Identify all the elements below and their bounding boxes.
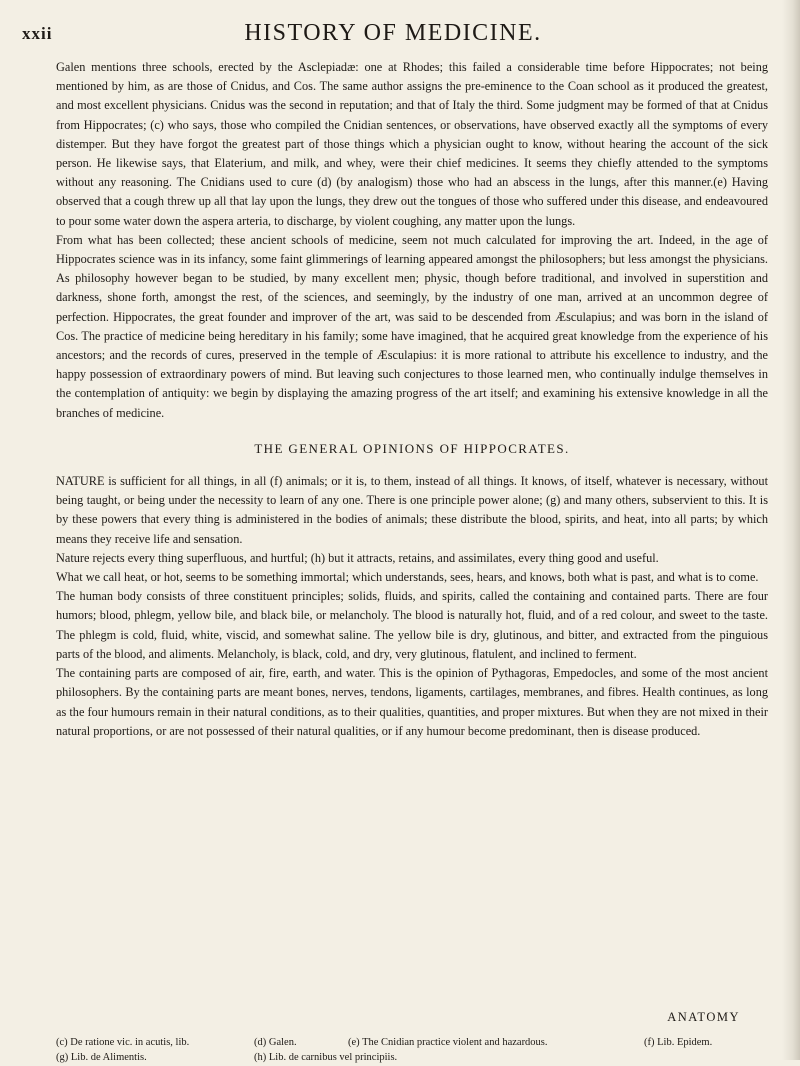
footnote-g: (g) Lib. de Alimentis. [56, 1052, 147, 1063]
catchword: ANATOMY [667, 1010, 740, 1024]
footnote-d: (d) Galen. [254, 1037, 297, 1048]
footnote-e: (e) The Cnidian practice violent and hazardous. [348, 1037, 548, 1048]
footnote-f: (f) Lib. Epidem. [644, 1037, 713, 1048]
footnote-c: (c) De ratione vic. in acutis, lib. [56, 1037, 190, 1048]
paragraph-schools: Galen mentions three schools, erected by the Asclepiadæ: one at Rhodes; this failed a considerable time before Hippocrates; not being mentioned by him, as are those of Cnidus, and Cos. The same author assigns the pre-eminence to the Coan school as it produced the greatest, and most excellent physicians. Cnidus was the second in reputation; and that of Italy the third. Some judgment may be formed of that at Cnidus from Hippocrates; (c) who says, those who compiled the Cnidian sentences, or observations, have observed exactly all the symptoms of every distemper. But they have forgot the greatest part of those things which a physician ought to know, without hearing the account of the sick person. He likewise says, that Elaterium, and milk, and whey, were their chief medicines. It seems they chiefly attended to the symptoms without any reasoning. The Cnidians used to cure (d) (by analogism) those who had an abscess in the lungs, after this manner.(e) Having observed that a cough threw up all that lay upon the lungs, they drew out the tongues of those who suffered under this disease, and endeavoured to pour some water down the aspera arteria, to discharge, by violent coughing, any matter upon the lungs. [56, 60, 768, 228]
paragraph-nature: NATURE is sufficient for all things, in all (f) animals; or it is, to them, instead of all things. It knows, of itself, whatever is necessary, without being taught, or being under the necessity to learn of any one. There is one principle power alone; (g) and many others, subservient to this. It is by these powers that every thing is administered in the bodies of animals; these distribute the blood, spirits, and heat, into all parts; by which means they receive life and sensation. [56, 474, 768, 546]
footnote-h: (h) Lib. de carnibus vel principiis. [254, 1052, 398, 1063]
paragraph-human-body: The human body consists of three constituent principles; solids, fluids, and spirits, called the containing and contained parts. There are four humors; blood, phlegm, yellow bile, and black bile, or melancholy. The blood is naturally hot, fluid, and of a red colour, and sweet to the taste. The phlegm is cold, fluid, white, viscid, and somewhat saline. The yellow bile is dry, glutinous, and bitter, and extracted from the pinguious parts of the blood, and aliments. Melancholy, is black, cold, and dry, very glutinous, flatulent, and inclined to ferment. [56, 589, 768, 661]
paragraph-containing-parts: The containing parts are composed of air, fire, earth, and water. This is the opinion of Pythagoras, Empedocles, and some of the most ancient philosophers. By the containing parts are meant bones, nerves, tendons, ligaments, cartilages, membranes, and fibres. Health continues, as long as the four humours remain in their natural conditions, as to their qualities, quantities, and proper mixtures. But when they are not mixed in their natural proportions, or are not possessed of their natural qualities, or if any humour become predominant, then is disease produced. [56, 666, 768, 738]
running-head [22, 20, 764, 50]
paragraph-heat: What we call heat, or hot, seems to be something immortal; which understands, sees, hears, and knows, both what is past, and what is to come. [56, 570, 759, 585]
paragraph-nature-rejects: Nature rejects every thing superfluous, and hurtful; (h) but it attracts, retains, and assimilates, every thing good and useful. [56, 550, 659, 565]
page-edge-shadow [782, 0, 800, 1060]
paragraph-ancient-schools: From what has been collected; these ancient schools of medicine, seem not much calculated for improving the art. Indeed, in the age of Hippocrates science was in its infancy, some faint glimmerings of learning appeared amongst the philosophers; but less amongst the physicians. As philosophy however began to be studied, by many excellent men; physic, though before traditional, and involved in superstition and darkness, shone forth, amongst the rest, of the sciences, and seemingly, by the industry of one man, arrived at an uncommon degree of perfection. Hippocrates, the great founder and improver of the art, was said to be descended from Æsculapius; and was born in the island of Cos. The practice of medicine being hereditary in his family; some have imagined, that he acquired great knowledge from the experience of his ancestors; and the records of cures, preserved in the temple of Æsculapius: it is more rational to attribute his excellence to industry, and the happy possession of extraordinary powers of mind. But leaving such conjectures to those learned men, who continually indulge themselves in the contemplation of antiquity: we begin by displaying the amazing progress of the art itself; and examining his extensive knowledge in all the branches of medicine. [56, 232, 768, 420]
body-text [56, 58, 768, 741]
section-heading: THE GENERAL OPINIONS OF HIPPOCRATES. [254, 440, 570, 456]
page-number: xxii [22, 24, 53, 43]
page-title: HISTORY OF MEDICINE. [244, 20, 542, 46]
